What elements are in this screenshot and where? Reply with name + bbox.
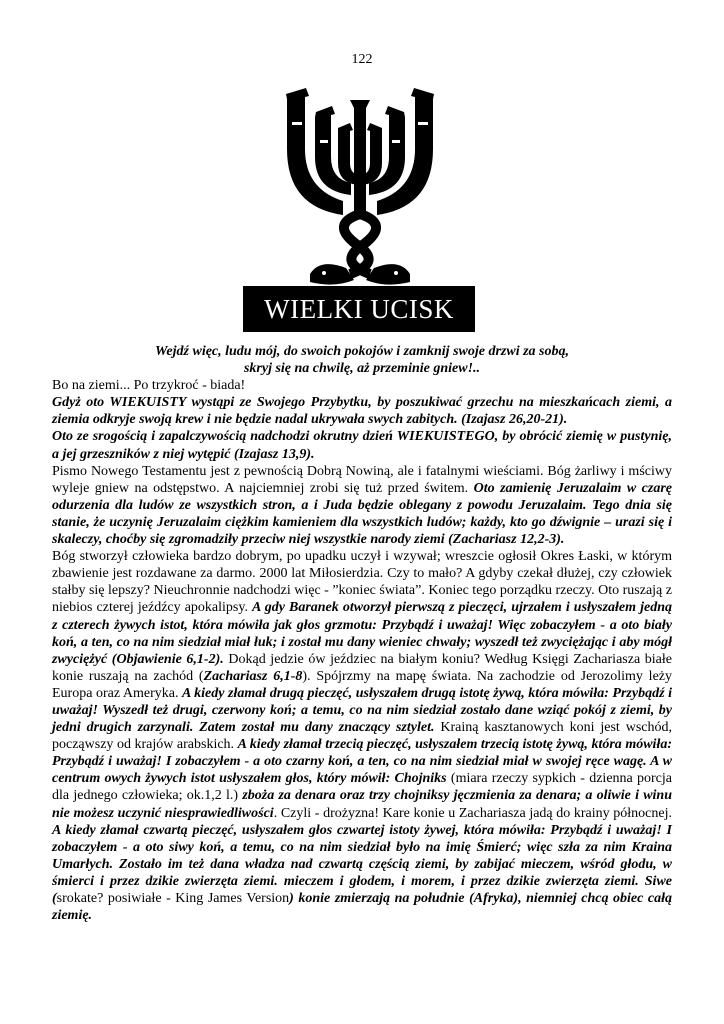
- serpent-candelabrum-emblem: [280, 82, 440, 290]
- quote-run: A kiedy złamał trzecią pieczęć, usłyszałem trzecią istotę żywą, która mówiła: Przybądź i uważaj! I zobaczyłem - a oto czarny koń, a ten, co na nim siedział miał w swojej ręce wagę. A w centrum owych żywych istot usłyszałem głos, który mówił: Chojniks: [52, 737, 672, 787]
- quote-run: A kiedy złamał czwartą pieczęć, usłyszałem głos czwartej istoty żywej, która mówiła: Przybądź i uważaj! I zobaczyłem - a oto siwy koń, a temu, co na nim siedział było na imię Śmierć; więc szła za nim Kraina Umarłych. Zostało im też dana władza nad czwartą częścią ziemi, by zabijać mieczem, wśród głodu, w śmierci i przez dzikie zwierzęta ziemi. mieczem i głodem, i morem, i przez dzikie zwierzęta ziemi. Siwe (: [52, 822, 672, 906]
- paragraph-4: [52, 463, 672, 548]
- paragraph-1: Bo na ziemi... Po trzykroć - biada!: [52, 378, 246, 394]
- quote-run: zboża za denara oraz trzy chojniksy jęczmienia za denara; a oliwie i winu nie możesz uczynić niesprawiedliwości: [52, 788, 673, 821]
- text-run: . Czyli - drożyzna! Kare konie u Zachariasza jadą do krainy północnej.: [273, 805, 672, 821]
- quote-run: ) konie zmierzają na południe (Afryka), niemniej chcą obiec całą ziemię.: [52, 891, 672, 924]
- text-run: Krainą kasztanowych koni jest wschód, począwszy od krajów arabskich.: [52, 720, 673, 753]
- quote-run: Zachariasz 6,1-8: [203, 668, 303, 684]
- quote-run: Oto zamienię Jeruzalaim w czarę odurzenia dla ludów ze wszystkich stron, a i Juda będzie oblegany z powodu Jeruzalaim. Tego dnia się stanie, że uczynię Jeruzalaim ciężkim kamieniem dla wszystkich ludów; każdy, kto go dźwignie – urazi się i skaleczy, choćby się zgromadziły przeciw niej wszystkie narody ziemi (Zachariasz 12,2-3).: [52, 480, 672, 548]
- chapter-title: WIELKI UCISK: [243, 286, 475, 332]
- epigraph-line-1: Wejdź więc, ludu mój, do swoich pokojów i zamknij swoje drzwi za sobą,: [155, 344, 569, 359]
- epigraph-line-2: skryj się na chwilę, aż przeminie gniew!..: [243, 361, 481, 377]
- text-run: srokate? posiwiałe - King James Version: [56, 891, 290, 906]
- text-run: Pismo Nowego Testamentu jest z pewnością Dobrą Nowiną, ale i fatalnymi wieściami. Bóg żarliwy i mściwy wyleje gniew na odstępstwo. A najciemniej zrobi się tuż przed świtem.: [52, 463, 672, 496]
- text-run: Bóg stworzył człowieka bardzo dobrym, po upadku uczył i wzywał; wreszcie ogłosił Okres Łaski, w którym zbawienie jest rozdawane za darmo. 2000 lat Miłosierdzia. Czy to mało? A gdyby czekał dłużej, czy człowiek stałby się lepszy? Nieuchronnie nadchodzi więc - ”koniec świata”. Koniec tego porządku rzeczy. Oto ruszają z niebios czterej jeźdźcy apokalipsy.: [52, 549, 672, 616]
- text-run: ). Spójrzmy na mapę świata. Na zachodzie od Jerozolimy leży Europa oraz Ameryka.: [52, 668, 673, 701]
- paragraph-2: Gdyż oto WIEKUISTY wystąpi ze Swojego Przybytku, by poszukiwać grzechu na mieszkańcach ziemi, a ziemia odkryje swoją krew i nie będzie nadal ukrywała swych zabitych. (Izajasz 26,20-21).: [52, 395, 672, 428]
- body-text: [52, 343, 672, 924]
- paragraph-3: Oto ze srogością i zapalczywością nadchodzi okrutny dzień WIEKUISTEGO, by obrócić ziemię w pustynię, a jej grzeszników z niej wytępić (Izajasz 13,9).: [52, 429, 672, 462]
- text-run: (miara rzeczy sypkich - dzienna porcja dla jednego człowieka; ok.1,2 l.): [52, 771, 672, 804]
- quote-run: A kiedy złamał drugą pieczęć, usłyszałem drugą istotę żywą, która mówiła: Przybądź i uważaj! Wyszedł też drugi, czerwony koń; a temu, co na nim siedział zostało dane wziąć pokój z ziemi, by jedni drugich zarzynali. Zatem został mu dany znaczący sztylet.: [52, 685, 672, 736]
- epigraph: [52, 343, 672, 377]
- quote-run: A gdy Baranek otworzył pierwszą z pieczęci, ujrzałem i usłyszałem jedną z czterech żywych istot, która mówiła jak głos grzmotu: Przybądź i uważaj! Więc zobaczyłem - a oto biały koń, a ten, co na nim siedział miał łuk; i został mu dany wieniec chwały; wyszedł też zwyciężając i aby mógł zwyciężyć (Objawienie 6,1-2).: [52, 600, 672, 667]
- paragraph-5: [52, 548, 672, 924]
- page-number: 122: [351, 52, 373, 67]
- text-run: Dokąd jedzie ów jeździec na białym koniu? Według Księgi Zachariasza białe konie ruszają na zachód (: [52, 651, 672, 684]
